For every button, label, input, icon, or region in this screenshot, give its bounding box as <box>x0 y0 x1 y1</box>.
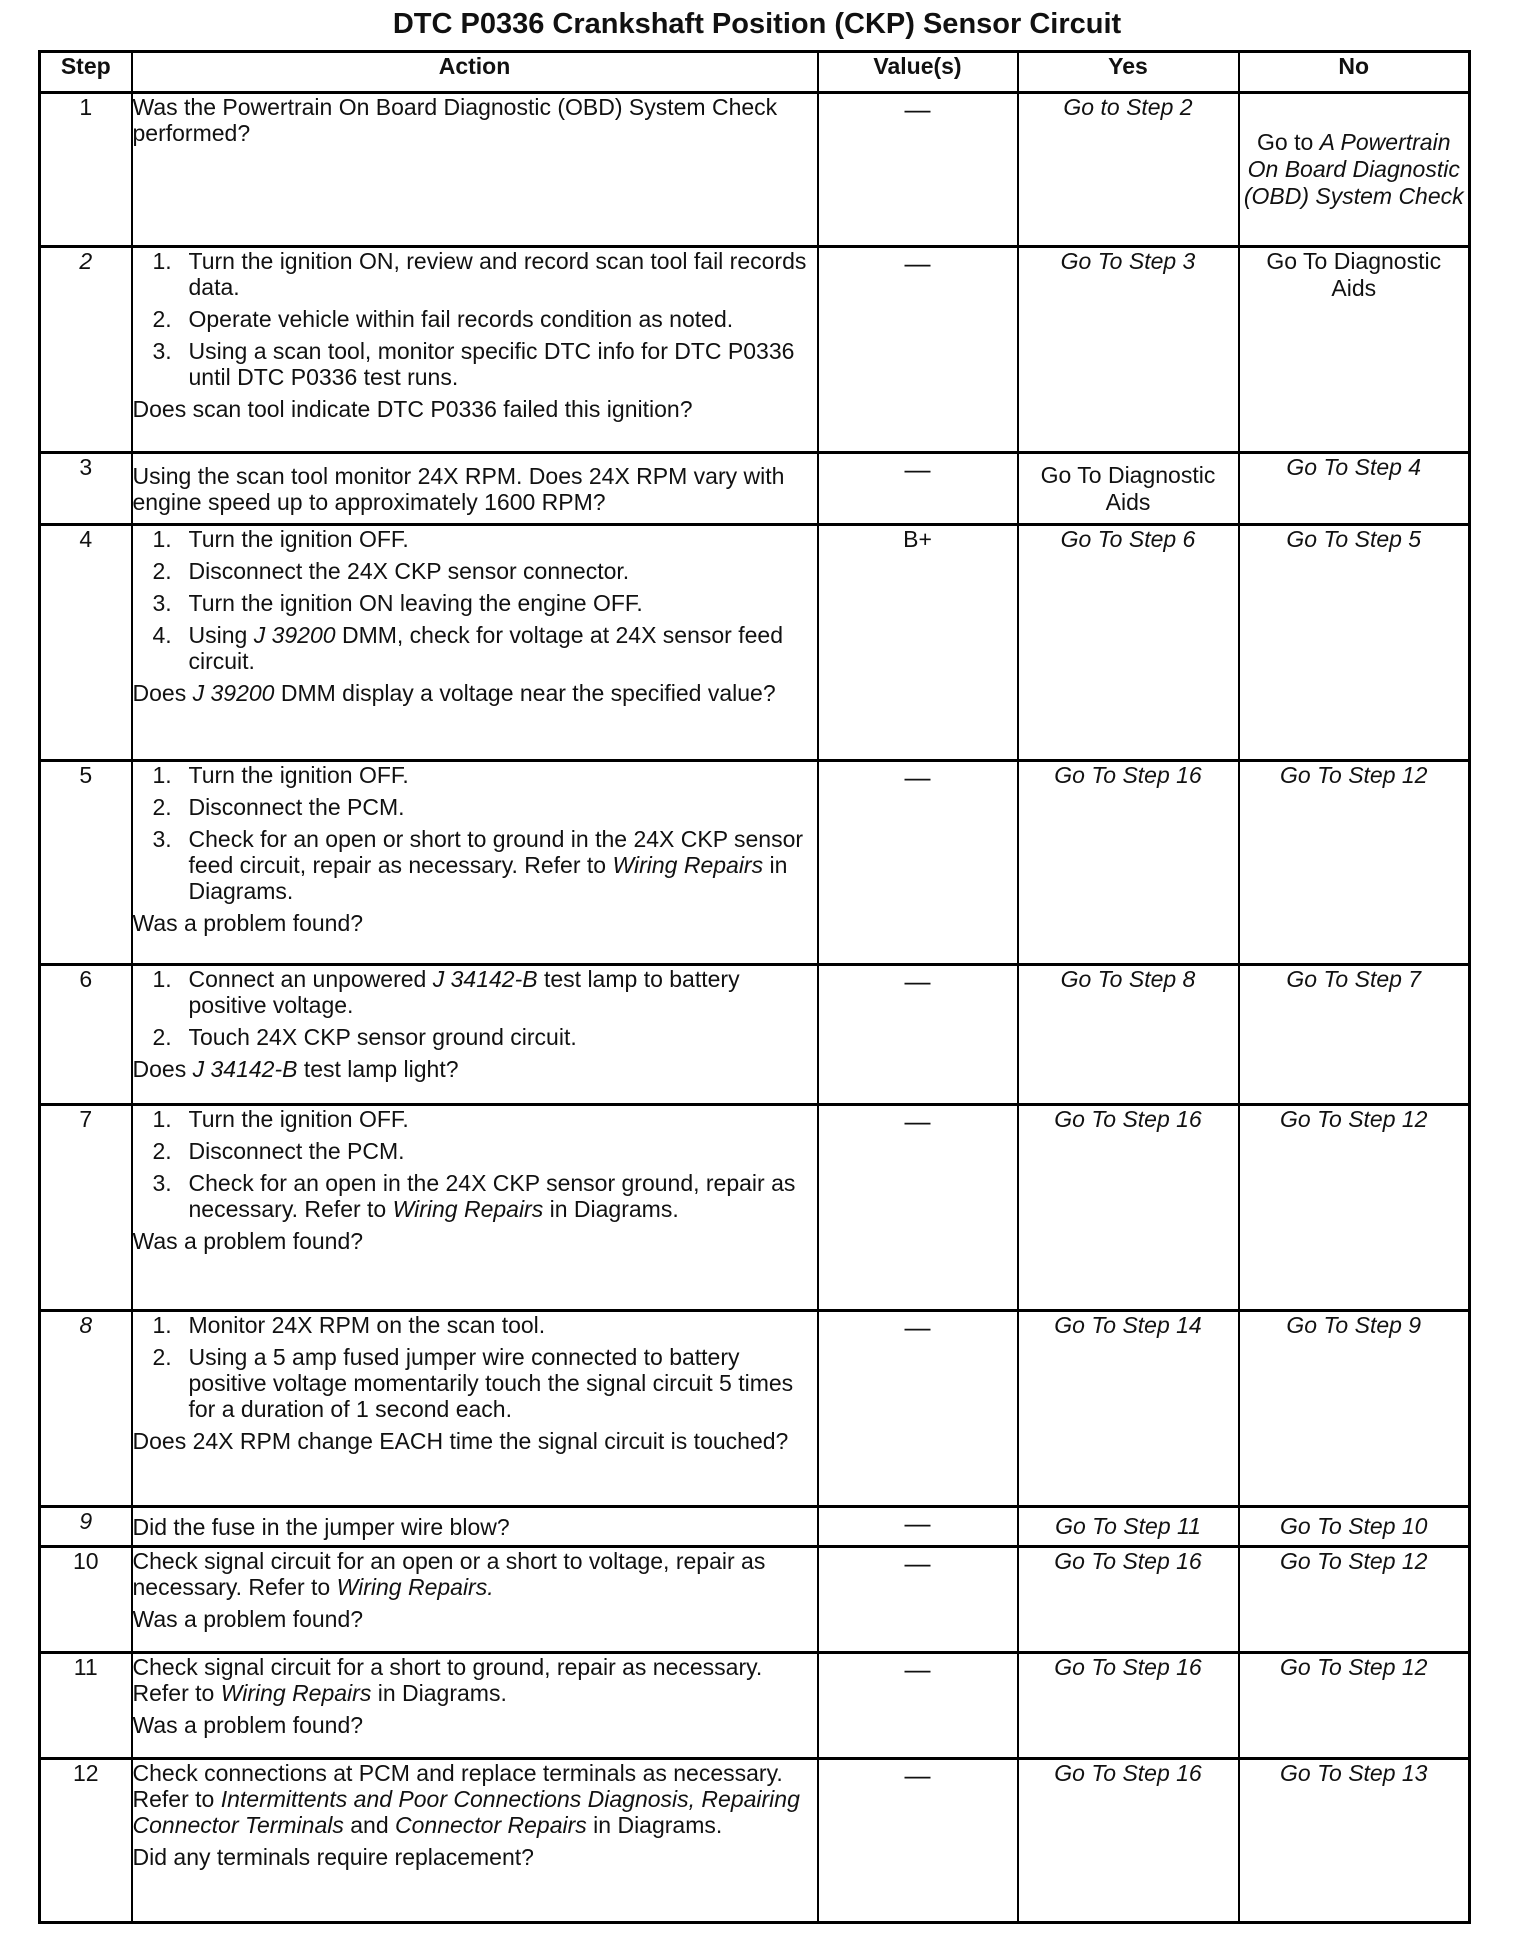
question-text: Does <box>132 1056 193 1082</box>
yes-link[interactable]: Go To Step 16 <box>1054 1760 1202 1786</box>
tool-name: J 39200 <box>192 680 275 706</box>
step-item-text: in Diagrams. <box>188 852 788 904</box>
yes-link[interactable]: Go To Step 16 <box>1054 1654 1202 1680</box>
list-item: 2. Using a 5 amp fused jumper wire connected to battery positive voltage momentarily touch the signal circuit 5 times for a duration of 1 second each. <box>152 1344 794 1422</box>
table-row <box>40 453 1470 525</box>
action-question: Was a problem found? <box>132 1228 364 1254</box>
no-cell <box>1239 1105 1470 1311</box>
no-cell <box>1239 1653 1470 1759</box>
header-action: Action <box>132 52 818 93</box>
question-text: Does <box>132 680 193 706</box>
action-cell <box>132 453 818 525</box>
header-row <box>40 52 1470 93</box>
list-item: 2. Operate vehicle within fail records condition as noted. <box>152 306 734 332</box>
no-cell <box>1239 247 1470 453</box>
step-number: 7 <box>40 1105 132 1311</box>
action-cell <box>132 965 818 1105</box>
yes-cell <box>1018 1311 1239 1507</box>
step-item-text: Turn the ignition ON leaving the engine OFF. <box>188 590 643 616</box>
value-text: — <box>904 1548 931 1578</box>
yes-link[interactable]: Go To Step 14 <box>1054 1312 1202 1338</box>
action-text: Using the scan tool monitor 24X RPM. Does 24X RPM vary with engine speed up to approximately 1600 RPM? <box>132 462 785 515</box>
no-cell <box>1239 1547 1470 1653</box>
yes-link[interactable]: Go To Diagnostic Aids <box>1040 461 1216 515</box>
no-cell <box>1239 1507 1470 1547</box>
step-number: 4 <box>40 525 132 761</box>
no-link[interactable]: Go To Step 9 <box>1286 1312 1422 1338</box>
reference-link[interactable]: Intermittents and Poor Connections Diagnosis, Repairing Connector Terminals <box>132 1786 800 1838</box>
value-cell <box>818 247 1018 453</box>
step-item-text: Using a 5 amp fused jumper wire connected to battery positive voltage momentarily touch the signal circuit 5 times for a duration of 1 second each. <box>188 1344 794 1422</box>
value-text: — <box>904 94 931 124</box>
yes-cell <box>1018 1653 1239 1759</box>
action-steps <box>133 1312 817 1422</box>
no-link-prefix: Go to <box>1257 129 1320 155</box>
action-steps <box>133 526 817 674</box>
value-text: — <box>904 454 931 484</box>
yes-cell <box>1018 453 1239 525</box>
no-cell <box>1239 1311 1470 1507</box>
action-text-part: in Diagrams. <box>371 1680 507 1706</box>
action-text-part: Check connections at PCM and replace terminals as necessary. Refer to <box>132 1760 783 1812</box>
step-item-text: Using <box>188 622 254 648</box>
step-item-text: Check for an open in the 24X CKP sensor ground, repair as necessary. Refer to <box>188 1170 796 1222</box>
step-number: 5 <box>40 761 132 965</box>
reference-link[interactable]: Wiring Repairs <box>392 1196 544 1222</box>
step-item-text: test lamp to battery positive voltage. <box>188 966 740 1018</box>
action-steps <box>133 248 817 390</box>
reference-link[interactable]: Wiring Repairs. <box>336 1574 494 1600</box>
yes-cell <box>1018 247 1239 453</box>
step-item-text: Monitor 24X RPM on the scan tool. <box>188 1312 546 1338</box>
list-item: 3. Check for an open or short to ground in the 24X CKP sensor feed circuit, repair as necessary. Refer to Wiring Repairs in Diagrams. <box>152 826 804 904</box>
table-row <box>40 247 1470 453</box>
reference-link[interactable]: Connector Repairs <box>395 1812 587 1838</box>
value-cell <box>818 761 1018 965</box>
list-item: 1. Turn the ignition OFF. <box>152 526 409 552</box>
step-item-text: Check for an open or short to ground in the 24X CKP sensor feed circuit, repair as necessary. Refer to <box>188 826 804 878</box>
action-question: Was a problem found? <box>132 910 364 936</box>
list-item: 3. Turn the ignition ON leaving the engine OFF. <box>152 590 643 616</box>
list-item: 4. Using J 39200 DMM, check for voltage at 24X sensor feed circuit. <box>152 622 783 674</box>
value-cell <box>818 1311 1018 1507</box>
no-cell <box>1239 761 1470 965</box>
header-yes: Yes <box>1018 52 1239 93</box>
action-cell <box>132 525 818 761</box>
step-item-text: Turn the ignition OFF. <box>188 762 409 788</box>
step-number: 12 <box>40 1759 132 1923</box>
step-number: 11 <box>40 1653 132 1759</box>
action-question: Does scan tool indicate DTC P0336 failed this ignition? <box>132 396 693 422</box>
list-item: 1. Monitor 24X RPM on the scan tool. <box>152 1312 546 1338</box>
action-cell <box>132 1759 818 1923</box>
step-item-text: Connect an unpowered <box>188 966 433 992</box>
action-question: Does 24X RPM change EACH time the signal circuit is touched? <box>132 1428 789 1454</box>
yes-link[interactable]: Go to Step 2 <box>1063 94 1193 120</box>
action-question <box>133 680 817 706</box>
list-item: 1. Turn the ignition OFF. <box>152 762 409 788</box>
value-text: — <box>904 1760 931 1790</box>
list-item: 1. Turn the ignition ON, review and record scan tool fail records data. <box>152 248 807 300</box>
value-text: — <box>904 1508 931 1538</box>
no-link[interactable]: Go To Step 10 <box>1280 1513 1428 1539</box>
action-cell <box>132 1105 818 1311</box>
no-cell <box>1239 525 1470 761</box>
page-title: DTC P0336 Crankshaft Position (CKP) Sensor Circuit <box>392 8 1122 40</box>
step-item-text: Turn the ignition ON, review and record scan tool fail records data. <box>188 248 807 300</box>
action-cell <box>132 93 818 247</box>
value-text: — <box>904 1106 931 1136</box>
yes-cell <box>1018 1105 1239 1311</box>
action-text-part: Check signal circuit for a short to ground, repair as necessary. Refer to <box>132 1654 763 1706</box>
no-link[interactable]: Go To Step 13 <box>1280 1760 1428 1786</box>
step-item-text: Touch 24X CKP sensor ground circuit. <box>188 1024 577 1050</box>
value-text: — <box>904 1312 931 1342</box>
no-link[interactable]: Go To Step 7 <box>1286 966 1422 992</box>
step-number: 1 <box>40 93 132 247</box>
action-text <box>133 1760 800 1838</box>
yes-link[interactable]: Go To Step 16 <box>1054 1106 1202 1132</box>
action-question: Did any terminals require replacement? <box>132 1844 534 1870</box>
list-item: 2. Disconnect the PCM. <box>152 1138 405 1164</box>
action-text <box>133 1654 763 1706</box>
table-row <box>40 93 1470 247</box>
action-cell <box>132 247 818 453</box>
no-link[interactable]: Go To Step 12 <box>1280 1106 1428 1132</box>
value-text: — <box>904 248 931 278</box>
no-link[interactable]: Go To Step 5 <box>1286 526 1422 552</box>
diagnostic-table <box>38 50 1471 1924</box>
question-text: DMM display a voltage near the specified value? <box>274 680 776 706</box>
action-cell <box>132 1507 818 1547</box>
action-cell <box>132 761 818 965</box>
list-item: 1. Connect an unpowered J 34142-B test lamp to battery positive voltage. <box>152 966 740 1018</box>
action-cell <box>132 1653 818 1759</box>
step-item-text: Using a scan tool, monitor specific DTC info for DTC P0336 until DTC P0336 test runs. <box>188 338 795 390</box>
table-row <box>40 761 1470 965</box>
value-text: — <box>904 1654 931 1684</box>
value-cell <box>818 525 1018 761</box>
step-number: 9 <box>40 1507 132 1547</box>
value-cell <box>818 453 1018 525</box>
list-item: 1. Turn the ignition OFF. <box>152 1106 409 1132</box>
step-number: 10 <box>40 1547 132 1653</box>
no-link[interactable]: Go To Step 12 <box>1280 1654 1428 1680</box>
value-cell <box>818 1759 1018 1923</box>
step-item-text: Disconnect the PCM. <box>188 1138 405 1164</box>
list-item: 3. Check for an open in the 24X CKP sensor ground, repair as necessary. Refer to Wiring Repairs in Diagrams. <box>152 1170 796 1222</box>
value-cell <box>818 1507 1018 1547</box>
tool-name: J 34142-B <box>432 966 538 992</box>
header-values: Value(s) <box>818 52 1018 93</box>
step-item-text: Disconnect the 24X CKP sensor connector. <box>188 558 630 584</box>
no-link[interactable]: Go To Step 12 <box>1280 1548 1428 1574</box>
no-link[interactable]: A Powertrain On Board Diagnostic (OBD) System Check <box>1243 129 1464 209</box>
yes-cell <box>1018 525 1239 761</box>
step-item-text: in Diagrams. <box>543 1196 679 1222</box>
yes-cell <box>1018 93 1239 247</box>
no-link[interactable]: Go To Step 12 <box>1280 762 1428 788</box>
value-cell <box>818 1653 1018 1759</box>
yes-cell <box>1018 965 1239 1105</box>
step-number: 8 <box>40 1311 132 1507</box>
no-link[interactable]: Go To Step 4 <box>1286 454 1422 480</box>
action-question <box>133 1056 817 1082</box>
yes-link[interactable]: Go To Step 16 <box>1054 762 1202 788</box>
no-cell <box>1239 965 1470 1105</box>
action-steps <box>133 1106 817 1222</box>
no-link[interactable]: Go To Diagnostic Aids <box>1266 248 1442 301</box>
step-item-text: Disconnect the PCM. <box>188 794 405 820</box>
yes-link[interactable]: Go To Step 8 <box>1060 966 1196 992</box>
yes-link[interactable]: Go To Step 3 <box>1060 248 1196 274</box>
yes-cell <box>1018 1547 1239 1653</box>
list-item: 2. Disconnect the PCM. <box>152 794 405 820</box>
list-item: 2. Touch 24X CKP sensor ground circuit. <box>152 1024 577 1050</box>
no-cell <box>1239 453 1470 525</box>
yes-link[interactable]: Go To Step 16 <box>1054 1548 1202 1574</box>
action-steps <box>133 966 817 1050</box>
reference-link[interactable]: Wiring Repairs <box>220 1680 372 1706</box>
step-item-text: Operate vehicle within fail records condition as noted. <box>188 306 734 332</box>
action-text-part: in Diagrams. <box>586 1812 723 1838</box>
list-item: 2. Disconnect the 24X CKP sensor connector. <box>152 558 630 584</box>
table-row <box>40 1507 1470 1547</box>
table-row <box>40 1759 1470 1923</box>
yes-cell <box>1018 1507 1239 1547</box>
action-steps <box>133 762 817 904</box>
list-item: 3. Using a scan tool, monitor specific DTC info for DTC P0336 until DTC P0336 test runs. <box>152 338 795 390</box>
table-row <box>40 1311 1470 1507</box>
no-cell <box>1239 93 1470 247</box>
value-text: — <box>904 966 931 996</box>
tool-name: J 39200 <box>253 622 336 648</box>
yes-link[interactable]: Go To Step 11 <box>1055 1513 1201 1539</box>
action-text: Was the Powertrain On Board Diagnostic (OBD) System Check performed? <box>132 94 778 146</box>
value-cell <box>818 1547 1018 1653</box>
step-number: 3 <box>40 453 132 525</box>
value-text: B+ <box>903 526 932 552</box>
action-text <box>133 1548 766 1600</box>
step-number: 2 <box>40 247 132 453</box>
action-cell <box>132 1311 818 1507</box>
header-step: Step <box>40 52 132 93</box>
header-no: No <box>1239 52 1470 93</box>
table-row <box>40 1547 1470 1653</box>
no-cell <box>1239 1759 1470 1923</box>
step-number: 6 <box>40 965 132 1105</box>
table-row <box>40 1653 1470 1759</box>
value-text: — <box>904 762 931 792</box>
reference-link[interactable]: Wiring Repairs <box>612 852 764 878</box>
action-question: Was a problem found? <box>132 1606 364 1632</box>
action-cell <box>132 1547 818 1653</box>
table-row <box>40 1105 1470 1311</box>
action-text-part: Check signal circuit for an open or a short to voltage, repair as necessary. Refer to <box>132 1548 766 1600</box>
step-item-text: DMM, check for voltage at 24X sensor feed circuit. <box>188 622 783 674</box>
value-cell <box>818 965 1018 1105</box>
table-row <box>40 525 1470 761</box>
action-text-part: and <box>343 1812 396 1838</box>
value-cell <box>818 1105 1018 1311</box>
yes-link[interactable]: Go To Step 6 <box>1060 526 1196 552</box>
step-item-text: Turn the ignition OFF. <box>188 1106 409 1132</box>
yes-cell <box>1018 761 1239 965</box>
question-text: test lamp light? <box>297 1056 459 1082</box>
action-question: Was a problem found? <box>132 1712 364 1738</box>
tool-name: J 34142-B <box>192 1056 298 1082</box>
action-text: Did the fuse in the jumper wire blow? <box>132 1513 510 1540</box>
step-item-text: Turn the ignition OFF. <box>188 526 409 552</box>
yes-cell <box>1018 1759 1239 1923</box>
value-cell <box>818 93 1018 247</box>
table-row <box>40 965 1470 1105</box>
